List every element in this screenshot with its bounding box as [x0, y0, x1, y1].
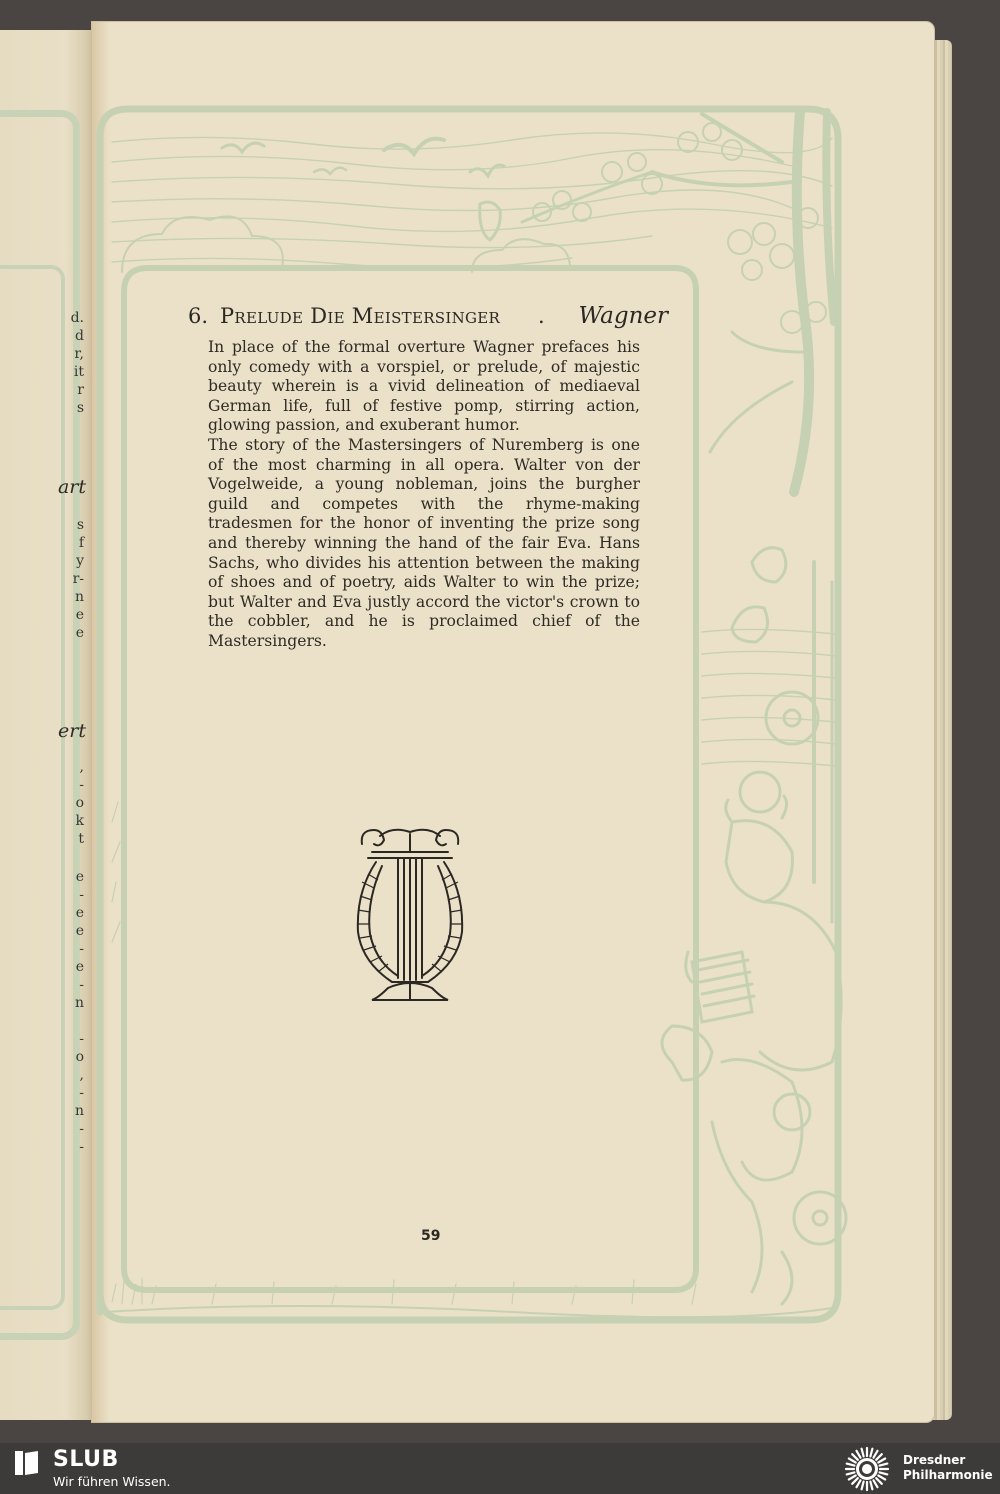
left-page-fragment: r- — [72, 571, 84, 587]
left-page-fragment: r, — [74, 346, 84, 362]
sunburst-ray — [876, 1478, 882, 1484]
left-page-fragment: d. — [70, 310, 84, 326]
page-number: 59 — [421, 1228, 441, 1244]
left-page-fragment: y — [76, 553, 84, 569]
entry-title: Prelude Die Meistersinger — [220, 304, 501, 328]
library-name[interactable]: SLUB — [53, 1447, 119, 1472]
sunburst-ray — [880, 1464, 888, 1466]
sunburst-ray — [849, 1476, 856, 1480]
sunburst-ray — [870, 1449, 872, 1457]
program-note — [208, 338, 640, 652]
sunburst-ray — [849, 1459, 856, 1463]
sunburst-ray — [870, 1482, 872, 1490]
sunburst-ray — [862, 1449, 864, 1457]
partner-name-line1[interactable]: Dresdner — [903, 1453, 966, 1467]
sunburst-ray — [847, 1464, 855, 1466]
left-page-fragment: - — [79, 1139, 84, 1155]
left-page-fragment: n — [74, 1103, 84, 1119]
sunburst-ray — [847, 1472, 855, 1474]
composer-name: Wagner — [578, 303, 668, 329]
sunburst-ray — [874, 1451, 878, 1458]
text-panel — [128, 270, 698, 1290]
sunburst-ray — [876, 1454, 882, 1460]
left-page-fragment: s — [76, 517, 84, 533]
left-page-fragment: e — [75, 959, 84, 975]
left-page-fragment: - — [79, 977, 84, 993]
library-tagline: Wir führen Wissen. — [53, 1474, 171, 1489]
left-page-fragment: r — [77, 382, 84, 398]
left-page-fragment: k — [75, 813, 84, 829]
left-page-fragment: n — [74, 995, 84, 1011]
sunburst-ray — [874, 1480, 878, 1487]
left-page-fragment: e — [75, 923, 84, 939]
entry-number: 6. — [188, 304, 209, 328]
left-page-fragment: , — [79, 1067, 84, 1083]
title-separator: . — [538, 304, 545, 328]
lyre-ornament-icon — [352, 822, 468, 1004]
left-page-fragment: t — [78, 831, 84, 847]
entry-heading — [188, 303, 668, 338]
sunburst-ray — [857, 1451, 861, 1458]
left-page-fragment: - — [79, 1031, 84, 1047]
sunburst-ray — [857, 1480, 861, 1487]
left-page-inner-border — [0, 265, 65, 1310]
slub-book-icon — [14, 1450, 40, 1476]
left-page-fragment: e — [75, 905, 84, 921]
left-page-fragment: o — [75, 795, 84, 811]
left-page-fragment: s — [76, 400, 84, 416]
left-page-fragment: o — [75, 1049, 84, 1065]
sunburst-ray — [852, 1478, 858, 1484]
note-paragraph-2: The story of the Mastersingers of Nuremberg is one of the most charming in all opera. Walter von der Vogelweide, a young nobleman, joins the burgher guild and competes with the rhyme-making tradesmen for the honor of inventing the prize song and thereby winning the hand of the fair Eva. Hans Sachs, who divides his attention between the making of shoes and of poetry, aids Walter to win the prize; but Walter and Eva justly accord the victor's crown to the cobbler, and he is proclaimed chief of the Mastersingers. — [208, 435, 640, 650]
left-page-fragment: - — [79, 941, 84, 957]
left-page-fragment: n — [74, 589, 84, 605]
left-page-fragment: f — [78, 535, 84, 551]
left-page-fragment: d — [75, 328, 84, 344]
sunburst-ray — [878, 1476, 885, 1480]
footer-bar — [0, 1443, 1000, 1494]
left-page-italic-fragment: ert — [58, 720, 86, 742]
left-page-fragment: e — [75, 607, 84, 623]
left-page-fragment: - — [79, 1121, 84, 1137]
left-page-fragment: - — [79, 1085, 84, 1101]
sunburst-ray — [862, 1482, 864, 1490]
note-paragraph-1: In place of the formal overture Wagner prefaces his only comedy with a vorspiel, or prelude, of majestic beauty wherein is a vivid delineation of mediaeval German life, full of festive pomp, stirring action, glowing passion, and exuberant humor. — [208, 338, 640, 435]
left-page — [0, 30, 96, 1420]
sunburst-logo-icon[interactable] — [842, 1446, 892, 1492]
left-page-fragment: - — [79, 887, 84, 903]
right-page — [92, 22, 934, 1422]
partner-name-line2[interactable]: Philharmonie — [903, 1468, 993, 1482]
left-page-fragment: e — [75, 625, 84, 641]
sunburst-ray — [878, 1459, 885, 1463]
left-page-italic-fragment: art — [57, 476, 86, 498]
left-page-fragment: e — [75, 869, 84, 885]
sunburst-ray — [852, 1454, 858, 1460]
left-page-fragment: , — [79, 759, 84, 775]
sunburst-ray — [880, 1472, 888, 1474]
left-page-fragment: it — [73, 364, 84, 380]
left-page-fragment: - — [79, 777, 84, 793]
